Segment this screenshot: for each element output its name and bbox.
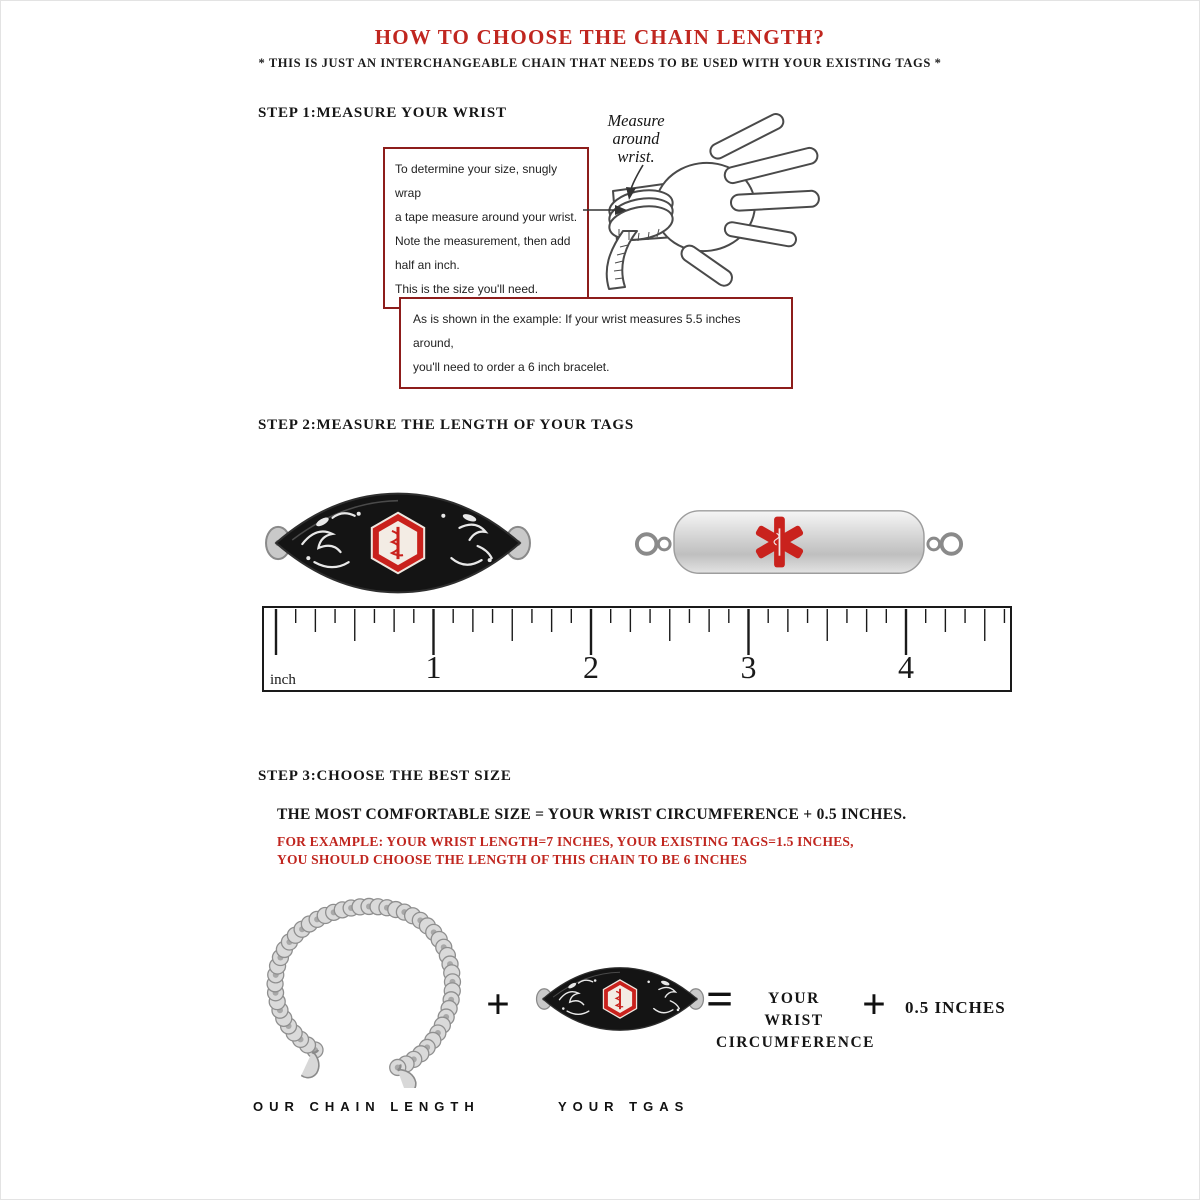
ruler-inch-label: 3 — [740, 649, 757, 685]
plus-sign: + — [486, 982, 510, 1028]
page-title: HOW TO CHOOSE THE CHAIN LENGTH? — [374, 25, 826, 49]
instruction-line: half an inch. — [395, 258, 460, 272]
ruler-inch-label: 1 — [425, 649, 442, 685]
ruler-inch-label: 2 — [583, 649, 599, 685]
small-ornate-tag-image — [534, 963, 706, 1035]
equals-sign: = — [706, 973, 734, 1026]
step3-heading: STEP 3:CHOOSE THE BEST SIZE — [258, 768, 512, 784]
ruler-image — [262, 606, 1012, 692]
id-plate — [674, 511, 924, 573]
chain-length-caption: OUR CHAIN LENGTH — [253, 1099, 480, 1114]
wrist-instruction-box — [383, 147, 589, 309]
example-line: As is shown in the example: If your wrist measures 5.5 inches around, — [413, 312, 741, 350]
steel-medical-tag-image — [633, 498, 965, 590]
instruction-line: Note the measurement, then add — [395, 234, 571, 248]
plus-sign: + — [862, 982, 886, 1028]
size-example-line: YOU SHOULD CHOOSE THE LENGTH OF THIS CHAIN TO BE 6 INCHES — [277, 852, 748, 867]
instruction-line: a tape measure around your wrist. — [395, 210, 578, 224]
example-box — [399, 297, 793, 389]
size-example-line: FOR EXAMPLE: YOUR WRIST LENGTH=7 INCHES, YOUR EXISTING TAGS=1.5 INCHES, — [277, 834, 854, 849]
wrist-circumference-text: YOUR WRIST CIRCUMFERENCE — [716, 990, 875, 1051]
ruler-inch-label: 4 — [898, 649, 914, 685]
ornate-medical-tag-image — [262, 486, 534, 600]
instruction-line: This is the size you'll need. — [395, 282, 539, 296]
ruler-unit-label: inch — [270, 672, 296, 688]
your-tags-caption: YOUR TGAS — [558, 1099, 690, 1114]
page-subtitle: * THIS IS JUST AN INTERCHANGEABLE CHAIN THAT NEEDS TO BE USED WITH YOUR EXISTING TAGS * — [258, 56, 942, 70]
step2-heading: STEP 2:MEASURE THE LENGTH OF YOUR TAGS — [258, 417, 635, 433]
size-formula-text: THE MOST COMFORTABLE SIZE = YOUR WRIST CIRCUMFERENCE + 0.5 INCHES. — [277, 806, 907, 823]
measure-around-wrist-caption: Measure around wrist. — [607, 111, 665, 166]
half-inch-text: 0.5 INCHES — [905, 998, 1006, 1017]
step1-heading: STEP 1:MEASURE YOUR WRIST — [258, 105, 507, 121]
box-to-wrist-arrow — [583, 202, 629, 218]
chain-links — [267, 898, 460, 1075]
chain-bracelet-image — [248, 888, 483, 1088]
instruction-line: To determine your size, snugly wrap — [395, 162, 558, 200]
example-line: you'll need to order a 6 inch bracelet. — [413, 360, 610, 374]
